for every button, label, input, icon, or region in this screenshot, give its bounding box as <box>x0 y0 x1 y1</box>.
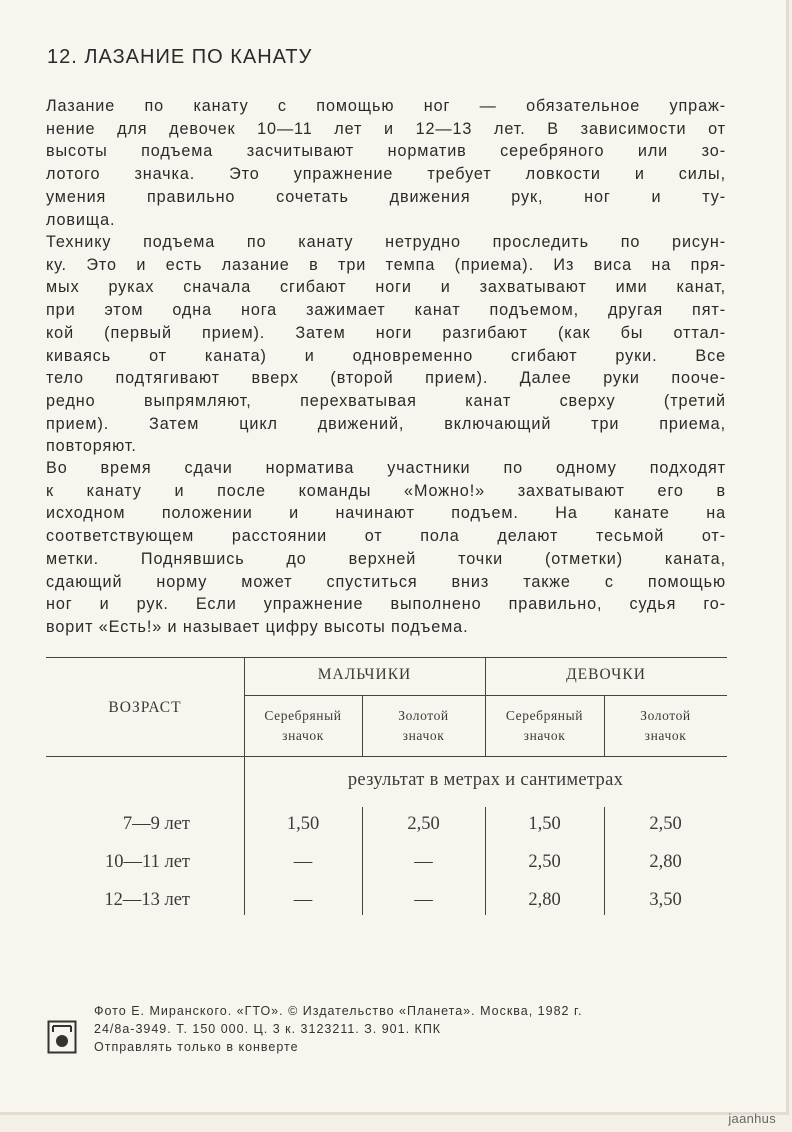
text-line: кой (первый прием). Затем ноги разгибают (как бы оттал- <box>46 323 726 342</box>
text-line: прием). Затем цикл движений, включающий три приема, <box>46 414 726 433</box>
gold-label: Золотой <box>398 708 449 723</box>
units-note: результат в метрах и сантиметрах <box>347 770 624 790</box>
text-line: сдающий норму может спуститься вниз также с помощью <box>46 572 726 591</box>
girls-gold-header <box>604 706 727 746</box>
section-title: 12. ЛАЗАНИЕ ПО КАНАТУ <box>47 46 313 68</box>
text-line: редно выпрямляют, перехватывая канат сверху (третий <box>46 391 726 410</box>
badge-label: значок <box>523 728 566 743</box>
table-rule <box>46 657 727 658</box>
girls-header: ДЕВОЧКИ <box>566 666 646 683</box>
boys-header: МАЛЬЧИКИ <box>317 666 412 683</box>
paragraph-1 <box>46 95 726 231</box>
cell-value: — <box>414 890 433 910</box>
imprint-line: 24/8а-3949. Т. 150 000. Ц. 3 к. 3123211. З. 901. КПК <box>94 1022 442 1036</box>
imprint-line: Фото Е. Миранского. «ГТО». © Издательство «Планета». Москва, 1982 г. <box>94 1004 583 1018</box>
gold-label: Золотой <box>640 708 691 723</box>
badge-label: значок <box>402 728 445 743</box>
cell-value: — <box>293 852 313 872</box>
cell-value: 1,50 <box>286 814 320 834</box>
text-line: исходном положении и начинают подъем. На канате на <box>46 504 726 523</box>
age-header: ВОЗРАСТ <box>108 699 182 716</box>
text-line: соответствующем расстоянии от пола делают тесьмой от- <box>46 527 726 546</box>
text-line: к канату и после команды «Можно!» захватывают его в <box>46 481 726 500</box>
text-line: мых руках сначала сгибают ноги и захватывают ими канат, <box>46 278 726 297</box>
text-line: киваясь от каната) и одновременно сгибают руки. Все <box>46 346 726 365</box>
text-line: Во время сдачи норматива участники по одному подходят <box>46 459 726 477</box>
cell-value: 2,80 <box>649 852 682 872</box>
cell-value: 1,50 <box>528 814 561 834</box>
text-line: тело подтягивают вверх (второй прием). Далее руки пооче- <box>46 369 726 388</box>
standards-table <box>46 657 727 915</box>
girls-silver-header <box>485 706 604 746</box>
text-line: Лазание по канату с помощью ног — обязательное упраж- <box>46 97 726 115</box>
text-line: ворит «Есть!» и называет цифру высоты подъема. <box>46 617 469 636</box>
text-line: высоты подъема засчитывают норматив серебряного или зо- <box>46 142 726 161</box>
publisher-logo-icon <box>47 1020 77 1054</box>
watermark: jaanhus <box>728 1111 776 1126</box>
text-line: нение для девочек 10—11 лет и 12—13 лет. В зависимости от <box>46 119 726 138</box>
text-line: повторяют. <box>46 437 137 456</box>
row-age: 7—9 лет <box>122 814 190 834</box>
text-line: ног и рук. Если упражнение выполнено правильно, судья го- <box>46 595 726 614</box>
cell-value: 2,50 <box>407 814 440 834</box>
paragraph-2 <box>46 231 726 458</box>
text-line: лотого значка. Это упражнение требует ловкости и силы, <box>46 165 726 184</box>
cell-value: — <box>414 852 433 872</box>
text-line: метки. Поднявшись до верхней точки (отметки) каната, <box>46 549 726 568</box>
cell-value: 2,80 <box>528 890 561 910</box>
imprint-line: Отправлять только в конверте <box>94 1040 299 1054</box>
table-rule <box>46 756 727 757</box>
boys-silver-header <box>244 706 362 746</box>
text-line: Технику подъема по канату нетрудно проследить по рисун- <box>46 233 726 251</box>
boys-gold-header <box>362 706 485 746</box>
text-line: умения правильно сочетать движения рук, ног и ту- <box>46 187 726 206</box>
badge-label: значок <box>282 728 324 743</box>
paragraph-3 <box>46 457 726 639</box>
text-line: ку. Это и есть лазание в три темпа (приема). Из виса на пря- <box>46 255 726 274</box>
cell-value: 2,50 <box>528 852 561 872</box>
silver-label: Серебряный <box>505 708 584 723</box>
row-age: 12—13 лет <box>104 890 190 910</box>
text-line: ловища. <box>46 210 116 229</box>
row-age: 10—11 лет <box>105 852 190 872</box>
text-line: при этом одна нога зажимает канат подъемом, другая пят- <box>46 301 726 320</box>
cell-value: 2,50 <box>649 814 682 834</box>
silver-label: Серебряный <box>264 708 342 723</box>
cell-value: 3,50 <box>649 890 682 910</box>
cell-value: — <box>293 890 313 910</box>
badge-label: значок <box>644 728 687 743</box>
